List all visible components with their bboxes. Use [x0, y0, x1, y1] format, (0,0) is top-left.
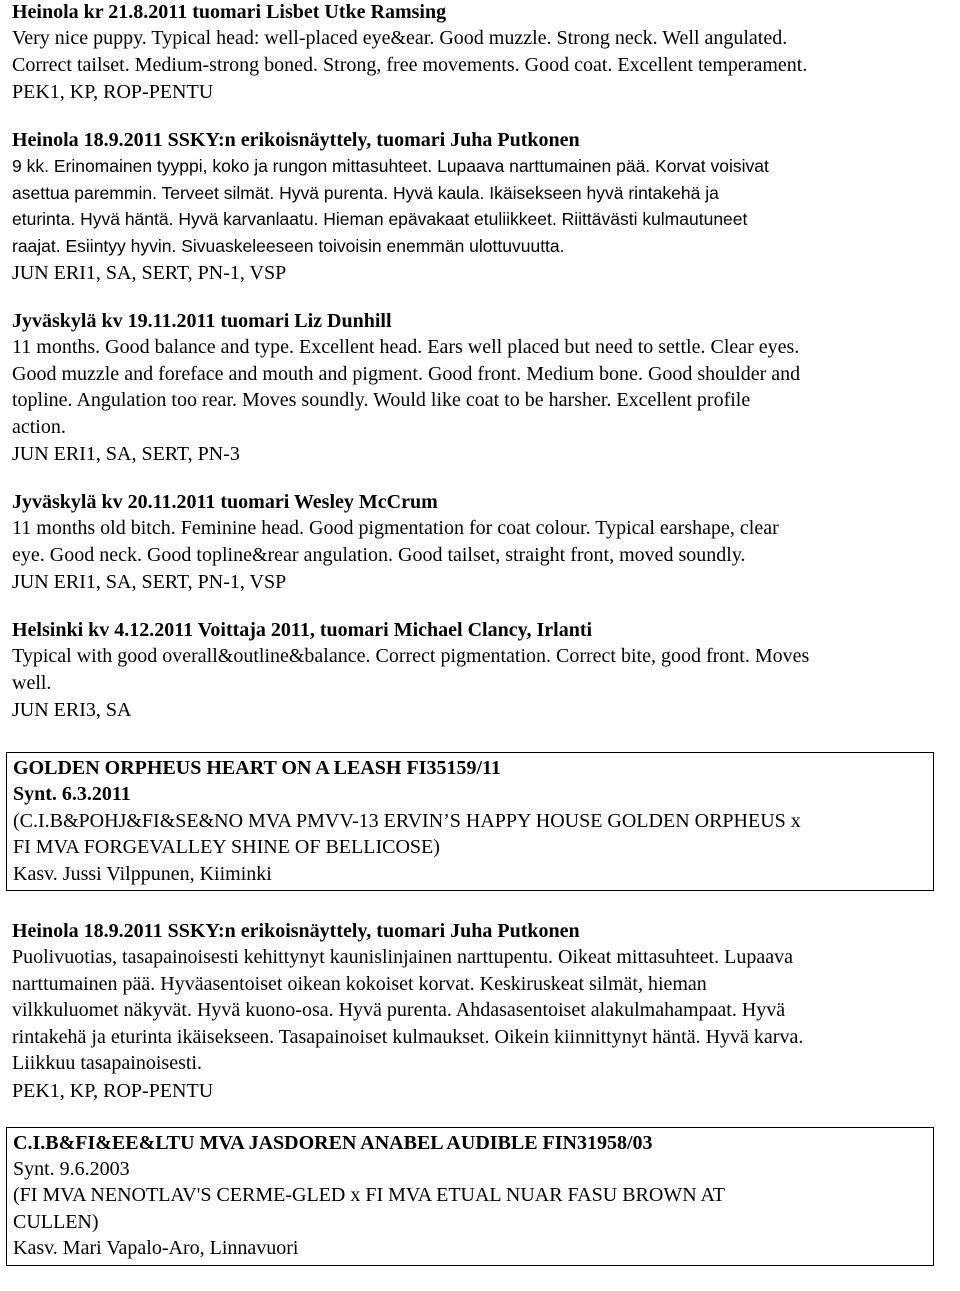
critique-line: eye. Good neck. Good topline&rear angulation. Good tailset, straight front, moved soundly. — [12, 543, 746, 566]
show-entry — [12, 618, 942, 724]
show-result: JUN ERI1, SA, SERT, PN-1, VSP — [12, 571, 287, 593]
dog-parents-line: (FI MVA NENOTLAV'S CERME-GLED x FI MVA ETUAL NUAR FASU BROWN AT — [13, 1184, 725, 1206]
dog-info-box — [6, 1127, 934, 1266]
critique-line: Liikkuu tasapainoisesti. — [12, 1052, 202, 1074]
show-title: Heinola 18.9.2011 SSKY:n erikoisnäyttely, tuomari Juha Putkonen — [12, 129, 580, 151]
show-title: Jyväskylä kv 19.11.2011 tuomari Liz Dunhill — [12, 310, 392, 332]
spacer — [12, 468, 942, 490]
critique-line: 11 months old bitch. Feminine head. Good pigmentation for coat colour. Typical earshape, clear — [12, 517, 779, 539]
dog-breeder: Kasv. Jussi Vilppunen, Kiiminki — [13, 862, 272, 885]
dog-parents-line: (C.I.B&POHJ&FI&SE&NO MVA PMVV-13 ERVIN’S HAPPY HOUSE GOLDEN ORPHEUS x — [13, 809, 801, 832]
critique-line: Puolivuotias, tasapainoisesti kehittynyt kaunislinjainen narttupentu. Oikeat mittasuhteet. Lupaava — [12, 946, 793, 968]
show-entry — [12, 490, 942, 596]
show-title: Helsinki kv 4.12.2011 Voittaja 2011, tuomari Michael Clancy, Irlanti — [12, 619, 593, 641]
critique-line: 11 months. Good balance and type. Excellent head. Ears well placed but need to settle. Clear eyes. — [12, 336, 800, 358]
critique-line: asettua paremmin. Terveet silmät. Hyvä purenta. Hyvä kaula. Ikäisekseen hyvä rintakehä ja — [12, 182, 719, 203]
show-result: JUN ERI1, SA, SERT, PN-3 — [12, 443, 240, 465]
critique-line: Correct tailset. Medium-strong boned. Strong, free movements. Good coat. Excellent temperament. — [12, 53, 808, 76]
spacer — [12, 724, 942, 752]
show-title: Heinola 18.9.2011 SSKY:n erikoisnäyttely, tuomari Juha Putkonen — [12, 920, 580, 942]
critique-line: Good muzzle and foreface and mouth and pigment. Good front. Medium bone. Good shoulder and — [12, 362, 801, 385]
show-entry — [12, 0, 942, 106]
document-page — [12, 0, 942, 1266]
show-result: JUN ERI3, SA — [12, 699, 132, 721]
show-result: PEK1, KP, ROP-PENTU — [12, 1079, 214, 1102]
dog-birth-date: Synt. 6.3.2011 — [13, 783, 131, 805]
spacer — [12, 287, 942, 309]
dog-info-box — [6, 752, 934, 891]
dog-parents-line: FI MVA FORGEVALLEY SHINE OF BELLICOSE) — [13, 836, 440, 858]
show-title: Jyväskylä kv 20.11.2011 tuomari Wesley McCrum — [12, 491, 438, 513]
critique-line: raajat. Esiintyy hyvin. Sivuaskeleeseen toivoisin enemmän ulottuvuutta. — [12, 235, 565, 256]
critique-line: well. — [12, 671, 52, 694]
dog-name: C.I.B&FI&EE&LTU MVA JASDOREN ANABEL AUDIBLE FIN31958/03 — [13, 1131, 653, 1154]
critique-line: narttumainen pää. Hyväasentoiset oikean kokoiset korvat. Keskiruskeat silmät, hieman — [12, 972, 707, 995]
dog-parents-line: CULLEN) — [13, 1210, 99, 1233]
critique-line: vilkkuluomet näkyvät. Hyvä kuono-osa. Hyvä purenta. Ahdasasentoiset alakulmahampaat. Hyvä — [12, 999, 786, 1021]
critique-line: Very nice puppy. Typical head: well-placed eye&ear. Good muzzle. Strong neck. Well angulated. — [12, 27, 788, 49]
show-title: Heinola kr 21.8.2011 tuomari Lisbet Utke Ramsing — [12, 1, 447, 23]
dog-breeder: Kasv. Mari Vapalo-Aro, Linnavuori — [13, 1237, 299, 1259]
spacer — [12, 1105, 942, 1127]
spacer — [12, 106, 942, 128]
spacer — [12, 891, 942, 919]
critique-line: action. — [12, 415, 66, 438]
show-result: JUN ERI1, SA, SERT, PN-1, VSP — [12, 262, 287, 284]
spacer — [12, 596, 942, 618]
dog-birth-date: Synt. 9.6.2003 — [13, 1157, 130, 1180]
show-entry — [12, 128, 942, 287]
show-result: PEK1, KP, ROP-PENTU — [12, 81, 214, 103]
critique-line: eturinta. Hyvä häntä. Hyvä karvanlaatu. Hieman epävakaat etuliikkeet. Riittävästi kulmautuneet — [12, 209, 748, 229]
critique-line: Typical with good overall&outline&balance. Correct pigmentation. Correct bite, good front. Moves — [12, 645, 810, 667]
critique-line: 9 kk. Erinomainen tyyppi, koko ja rungon mittasuhteet. Lupaava narttumainen pää. Korvat voisivat — [12, 156, 769, 176]
dog-name: GOLDEN ORPHEUS HEART ON A LEASH FI35159/11 — [13, 757, 501, 779]
show-entry — [12, 919, 942, 1105]
critique-line: rintakehä ja eturinta ikäisekseen. Tasapainoiset kulmaukset. Oikein kiinnittynyt häntä. Hyvä karva. — [12, 1025, 804, 1048]
critique-line: topline. Angulation too rear. Moves soundly. Would like coat to be harsher. Excellent profile — [12, 389, 751, 411]
show-entry — [12, 309, 942, 468]
